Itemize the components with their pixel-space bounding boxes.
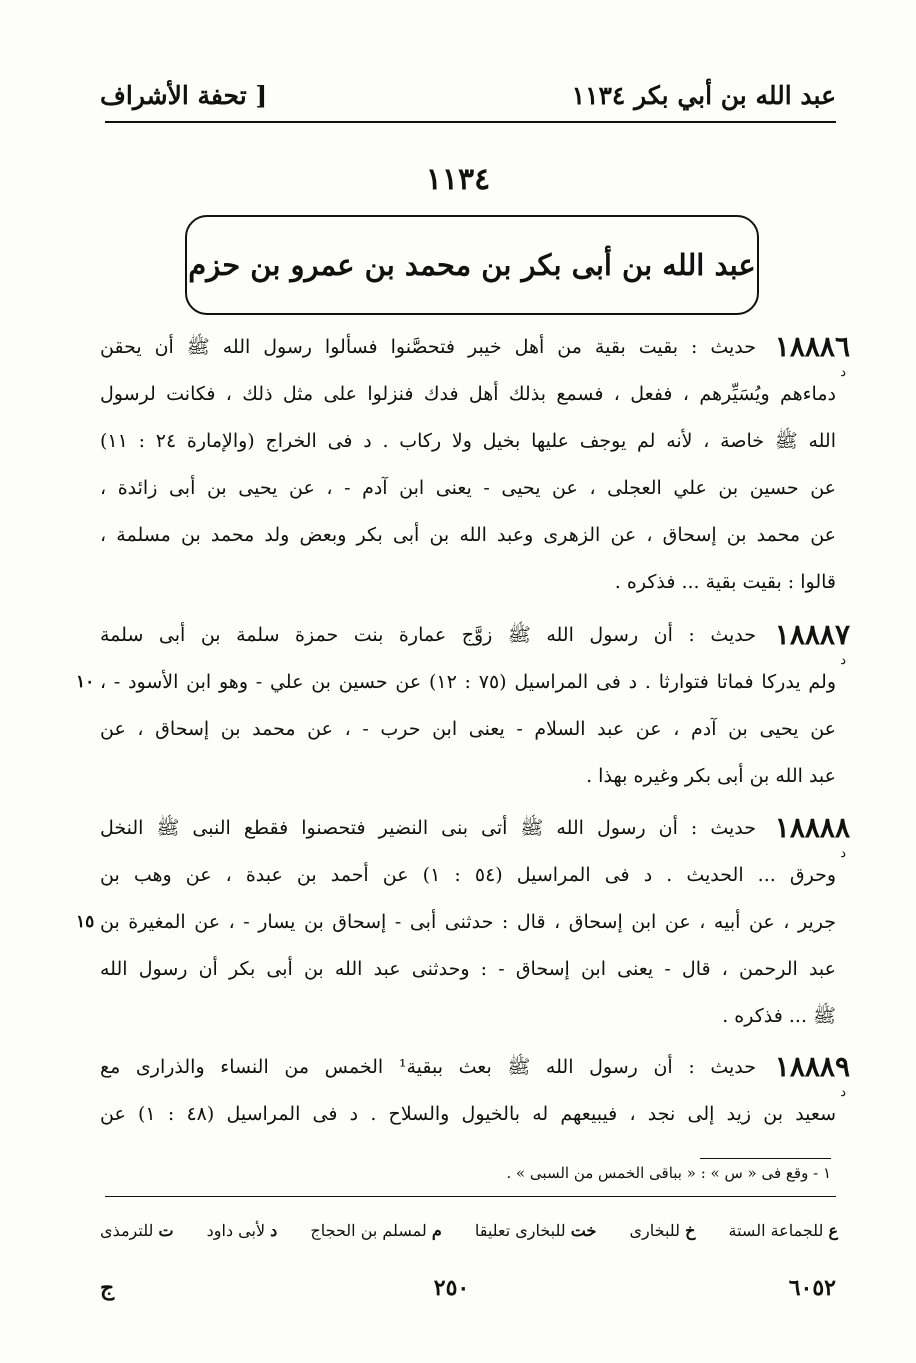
footer-left-code: ج — [100, 1275, 115, 1301]
text-line: عبد الرحمن ، قال - يعنى ابن إسحاق - : وحدثنى عبد الله بن أبى بكر أن رسول الله — [100, 958, 836, 980]
text-line: حديث : أن رسول الله ﷺ زوَّج عمارة بنت حمزة سلمة بن أبى سلمة — [100, 624, 756, 646]
hadith-entry-18888 — [76, 806, 850, 1046]
hadith-entry-18887 — [76, 613, 850, 803]
text-line: عن يحيى بن آدم ، عن عبد السلام - يعنى ابن حرب - ، عن محمد بن إسحاق ، عن — [100, 718, 836, 740]
abbreviation-item: خ للبخارى — [629, 1220, 696, 1240]
text-line: عن محمد بن إسحاق ، عن الزهرى وعبد الله بن أبى بكر وبعض ولد محمد بن مسلمة ، — [100, 524, 836, 546]
text-line: ولم يدركا فماتا فتوارثا . د فى المراسيل (٧٥ : ١٢) عن حسين بن علي - وهو ابن الأسود - ، — [100, 671, 836, 693]
abbreviations-rule — [105, 1196, 836, 1197]
text-line: سعيد بن زيد إلى نجد ، فيبيعهم له بالخيول والسلاح . د فى المراسيل (٤٨ : ١) عن — [100, 1103, 836, 1125]
section-title: عبد الله بن أبى بكر بن محمد بن عمرو بن حزم — [188, 248, 756, 282]
footnote-rule — [700, 1158, 831, 1159]
source-mark: د — [840, 653, 846, 668]
abbreviation-item: ت للترمذى — [100, 1220, 174, 1240]
source-mark: د — [840, 1085, 846, 1100]
running-header — [100, 72, 836, 118]
hadith-number: ١٨٨٨٨ — [774, 811, 850, 844]
hadith-number: ١٨٨٨٧ — [774, 618, 850, 651]
margin-line-number: ١٥ — [76, 912, 95, 932]
text-line: ﷺ ... فذكره . — [722, 1005, 836, 1027]
volume-number: ١١٣٤ — [425, 162, 491, 197]
margin-line-number: ١٠ — [76, 672, 95, 692]
hadith-number: ١٨٨٨٩ — [774, 1050, 850, 1083]
text-line: وحرق ... الحديث . د فى المراسيل (٥٤ : ١) عن أحمد بن عبدة ، عن وهب بن — [100, 864, 836, 886]
abbreviation-item: د لأبى داود — [206, 1220, 278, 1240]
hadith-entry-18886 — [100, 325, 850, 605]
abbreviations-legend — [100, 1210, 838, 1250]
page-number: ٢٥٠ — [433, 1275, 470, 1301]
text-line: عن حسين بن علي العجلى ، عن يحيى - يعنى ابن آدم - ، عن يحيى بن أبى زائدة ، — [100, 477, 836, 499]
abbreviation-item: م لمسلم بن الحجاج — [310, 1220, 442, 1240]
header-right-title: عبد الله بن أبي بكر ١١٣٤ — [571, 80, 836, 110]
hadith-entry-18889 — [100, 1045, 850, 1145]
header-rule — [105, 121, 836, 123]
text-line: قالوا : بقيت بقية ... فذكره . — [614, 571, 836, 593]
abbreviation-item: ع للجماعة الستة — [728, 1220, 838, 1240]
source-mark: د — [840, 846, 846, 861]
section-title-box — [185, 215, 759, 315]
text-line: عبد الله بن أبى بكر وغيره بهذا . — [586, 765, 836, 787]
text-line: الله ﷺ خاصة ، لأنه لم يوجف عليها بخيل ولا ركاب . د فى الخراج (والإمارة ٢٤ : ١١) — [100, 430, 836, 452]
text-line: حديث : أن رسول الله ﷺ أتى بنى النضير فتحصنوا فقطع النبى ﷺ النخل — [100, 817, 756, 839]
abbreviation-item: خت للبخارى تعليقا — [474, 1220, 597, 1240]
source-mark: د — [840, 365, 846, 380]
text-line: حديث : بقيت بقية من أهل خيبر فتحصَّنوا فسألوا رسول الله ﷺ أن يحقن — [100, 336, 756, 358]
footer-right-code: ٦٠٥٢ — [788, 1275, 836, 1301]
text-line: دماءهم ويُسَيِّرهم ، ففعل ، فسمع بذلك أهل فدك فنزلوا على مثل ذلك ، فكانت لرسول — [100, 383, 836, 405]
text-line: جرير ، عن أبيه ، عن ابن إسحاق ، قال : حدثنى أبى - إسحاق بن يسار - ، عن المغيرة بن — [100, 911, 836, 933]
footnote: ١ - وقع فى « س » : « بباقى الخمس من السبى » . — [506, 1164, 831, 1182]
text-line: حديث : أن رسول الله ﷺ بعث ببقية¹ الخمس من النساء والذرارى مع — [100, 1056, 756, 1078]
hadith-number: ١٨٨٨٦ — [774, 330, 850, 363]
header-left-title: [ تحفة الأشراف — [100, 80, 268, 110]
page-footer — [100, 1268, 836, 1308]
